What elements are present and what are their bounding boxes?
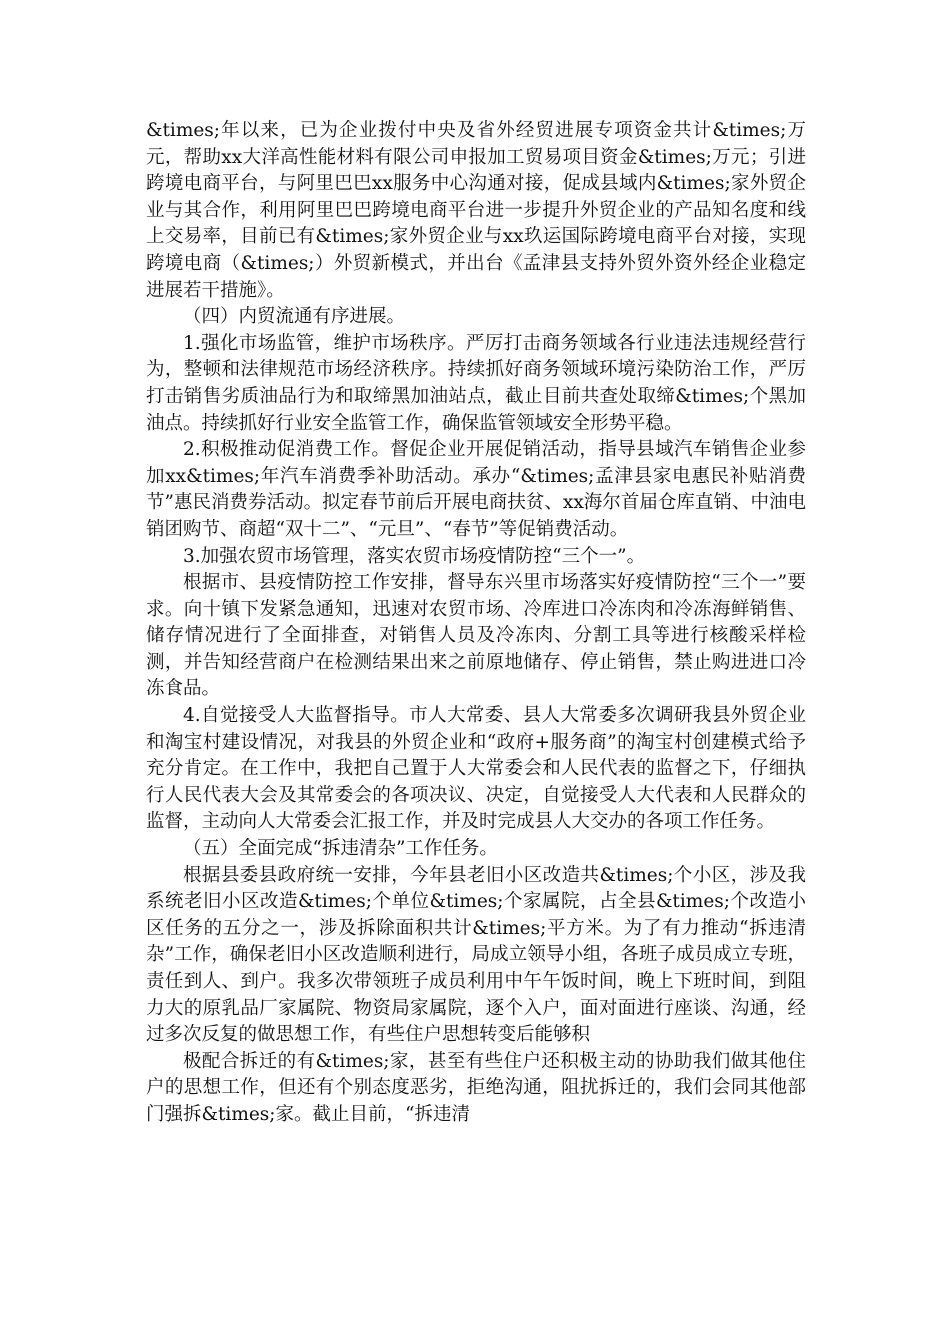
paragraph-demolition-cooperation: 极配合拆迁的有&times;家，甚至有些住户还积极主动的协助我们做其他住户的思想工作，但还有个别态度恶劣，拒绝沟通，阻扰拆迁的，我们会同其他部门强拆&times;家。截止目前，“拆违清 (146, 1050, 806, 1125)
paragraph-foreign-trade-funding: &times;年以来，已为企业拨付中央及省外经贸进展专项资金共计&times;万元，帮助xx大洋高性能材料有限公司申报加工贸易项目资金&times;万元；引进跨境电商平台，与阿里巴巴xx服务中心沟通对接，促成县域内&times;家外贸企业与其合作，利用阿里巴巴跨境电商平台进一步提升外贸企业的产品知名度和线上交易率，目前已有&times;家外贸企业与xx玖运国际跨境电商平台对接，实现跨境电商（&times;）外贸新模式，并出台《孟津县支持外贸外资外经企业稳定进展若干措施》。 (146, 120, 806, 301)
paragraph-old-community-renovation: 根据县委县政府统一安排，今年县老旧小区改造共&times;个小区，涉及我系统老旧小区改造&times;个单位&times;个家属院，占全县&times;个改造小区任务的五分之一，涉及拆除面积共计&times;平方米。为了有力推动“拆违清杂”工作，确保老旧小区改造顺利进行，局成立领导小组，各班子成员成立专班，责任到人、到户。我多次带领班子成员利用中午午饭时间，晚上下班时间，到阻力大的原乳品厂家属院、物资局家属院，逐个入户，面对面进行座谈、沟通，经过多次反复的做思想工作，有些住户思想转变后能够积 (146, 864, 806, 1046)
paragraph-promote-consumption: 2.积极推动促消费工作。督促企业开展促销活动，指导县域汽车销售企业参加xx&times;年汽车消费季补助活动。承办“&times;孟津县家电惠民补贴消费节”惠民消费券活动。拟定春节前后开展电商扶贫、xx海尔首届仓库直销、中油电销团购节、商超“双十二”、“元旦”、“春节”等促销费活动。 (146, 439, 806, 540)
heading-domestic-trade: （四）内贸流通有序进展。 (183, 306, 406, 328)
document-page (146, 118, 806, 1129)
paragraph-epidemic-control: 根据市、县疫情防控工作安排，督导东兴里市场落实好疫情防控“三个一”要求。向十镇下发紧急通知，迅速对农贸市场、冷库进口冷冻肉和冷冻海鲜销售、储存情况进行了全面排查，对销售人员及冷冻肉、分割工具等进行核酸采样检测，并告知经营商户在检测结果出来之前原地储存、停止销售，禁止购进进口冷冻食品。 (146, 572, 806, 700)
paragraph-market-supervision: 1.强化市场监管，维护市场秩序。严厉打击商务领域各行业违法违规经营行为，整顿和法律规范市场经济秩序。持续抓好商务领域环境污染防治工作，严厉打击销售劣质油品行为和取缔黑加油站点，截止目前共查处取缔&times;个黑加油点。持续抓好行业安全监管工作，确保监管领域安全形势平稳。 (146, 332, 806, 434)
paragraph-npc-supervision: 4.自觉接受人大监督指导。市人大常委、县人大常委多次调研我县外贸企业和淘宝村建设情况，对我县的外贸企业和“政府+服务商”的淘宝村创建模式给予充分肯定。在工作中，我把自己置于人大常委会和人民代表的监督之下，仔细执行人民代表大会及其常委会的各项决议、决定，自觉接受人大代表和人民群众的监督，主动向人大常委会汇报工作，并及时完成县人大交办的各项工作任务。 (146, 705, 806, 833)
heading-demolition-task: （五）全面完成“拆违清杂”工作任务。 (183, 838, 498, 860)
heading-farmers-market: 3.加强农贸市场管理，落实农贸市场疫情防控“三个一”。 (183, 545, 646, 567)
